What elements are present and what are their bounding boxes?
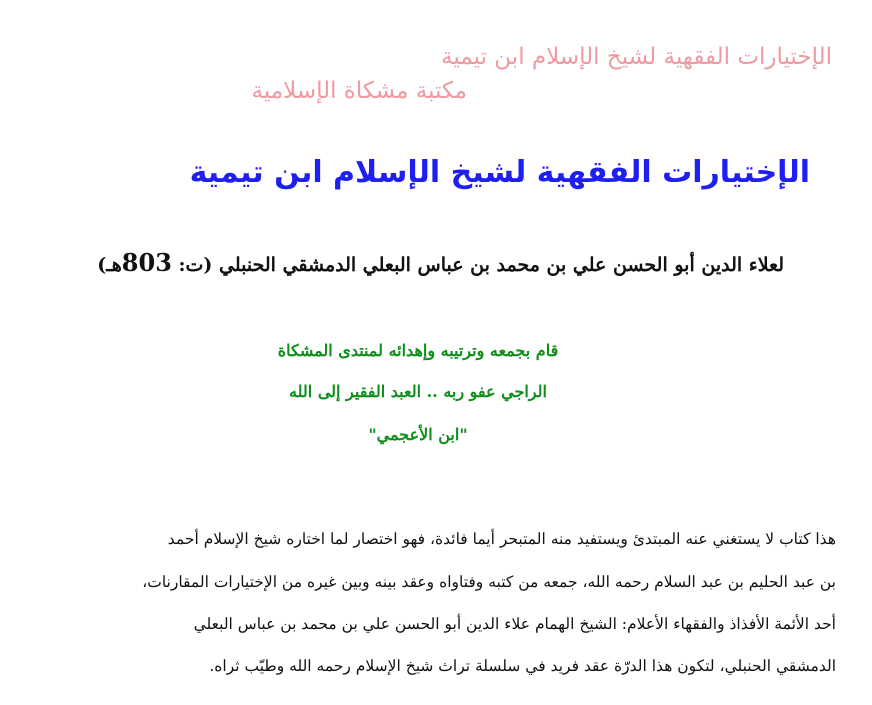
description-line-2: بن عبد الحليم بن عبد السلام رحمه الله، جمعه من كتبه وفتاواه وعقد بينه وبين غيره من الإختيارات المقارنات، (142, 573, 836, 591)
header-book-title: الإختيارات الفقهية لشيخ الإسلام ابن تيمية (441, 44, 832, 70)
description-line-3: أحد الأئمة الأفذاذ والفقهاء الأعلام: الشيخ الهمام علاء الدين أبو الحسن علي بن محمد بن عباس البعلي (193, 615, 836, 633)
header-library-name: مكتبة مشكاة الإسلامية (251, 78, 467, 104)
author-death-year: 803 (121, 248, 172, 277)
compiler-line-3: "ابن الأعجمي" (368, 425, 468, 444)
author-line (97, 248, 784, 277)
author-prefix: لعلاء الدين أبو الحسن علي بن محمد بن عباس البعلي الدمشقي الحنبلي (ت: (171, 254, 784, 276)
author-suffix: هـ) (97, 254, 122, 276)
description-line-4: الدمشقي الحنبلي، لتكون هذا الدرّة عقد فريد في سلسلة تراث شيخ الإسلام رحمه الله وطيّب ثراه. (209, 657, 836, 675)
compiler-line-1: قام بجمعه وترتيبه وإهدائه لمنتدى المشكاة (277, 341, 559, 360)
description-line-1: هذا كتاب لا يستغني عنه المبتدئ ويستفيد منه المتبحر أيما فائدة، فهو اختصار لما اختاره شيخ الإسلام أحمد (167, 530, 836, 548)
main-title: الإختيارات الفقهية لشيخ الإسلام ابن تيمية (189, 155, 810, 190)
compiler-line-2: الراجي عفو ربه .. العبد الفقير إلى الله (289, 382, 547, 401)
